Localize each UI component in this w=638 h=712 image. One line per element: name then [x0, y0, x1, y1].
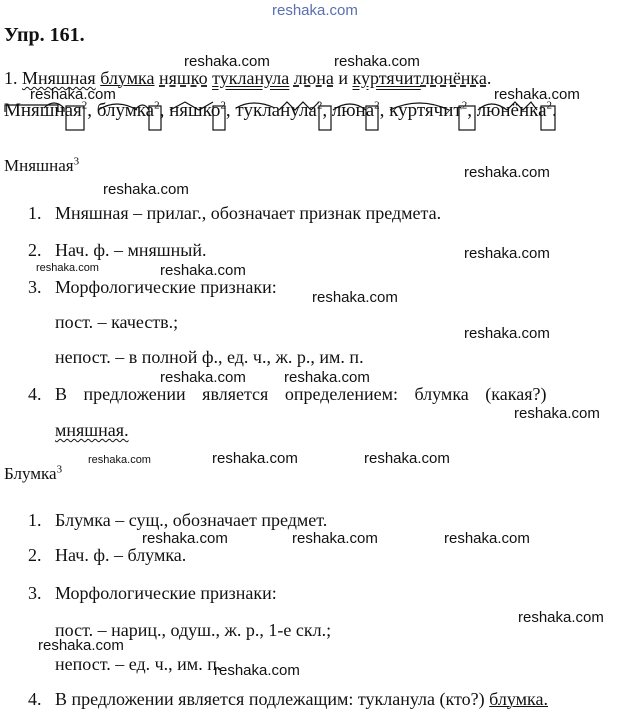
morpheme-marks-2	[97, 100, 163, 140]
section2-item-4: 4. В предложении является подлежащим: тукланула (кто?) блумка.	[28, 689, 548, 709]
section1-item-3b: непост. – в полной ф., ед. ч., ж. р., им. п.	[55, 347, 364, 367]
section2-item-3: 3. Морфологические признаки:	[28, 583, 277, 603]
section2-item-1: 1. Блумка – сущ., обозначает предмет.	[28, 510, 328, 530]
morpheme-word-4: тукланула$^2$	[235, 100, 322, 122]
word-mnyashnaya: Мняшная	[22, 68, 96, 88]
word-lyunyonka: люнёнка	[420, 68, 487, 88]
section2-item-3a: пост. – нариц., одуш., ж. р., 1-е скл.;	[55, 620, 332, 640]
morpheme-marks-4	[235, 100, 331, 140]
morpheme-word-2: блумка$^2$	[97, 100, 160, 122]
watermark: reshaka.com	[88, 454, 151, 466]
section1-heading: Мняшная$^3$	[4, 155, 80, 175]
section1-item-2: 2. Нач. ф. – мняшный.	[28, 240, 207, 260]
morpheme-marks-6	[389, 100, 481, 140]
morpheme-line: Мняшная$^2$, блумка$^2$, няшко$^2$, тукланула$^2$, люна$^2$, куртячит$^2$, люнёнка$^2$.	[4, 100, 557, 140]
watermark: reshaka.com	[212, 450, 298, 467]
watermark: reshaka.com	[38, 637, 124, 654]
section2-item-2: 2. Нач. ф. – блумка.	[28, 545, 187, 565]
watermark: reshaka.com	[103, 181, 189, 198]
section2-item-3b: непост. – ед. ч., им. п.	[55, 654, 222, 674]
watermark: reshaka.com	[444, 530, 530, 547]
watermark: reshaka.com	[312, 289, 398, 306]
word-i: и	[338, 68, 348, 88]
morpheme-word-5: люна$^2$	[332, 100, 380, 122]
watermark: reshaka.com	[160, 262, 246, 279]
watermark: reshaka.com	[514, 405, 600, 422]
watermark-top: reshaka.com	[272, 2, 358, 19]
watermark: reshaka.com	[30, 86, 116, 103]
word-kurtyachit: куртячит	[352, 68, 421, 88]
word-blumka: блумка	[100, 68, 155, 88]
morpheme-word-3: няшко$^2$	[169, 100, 226, 122]
morpheme-word-7: люнёнка$^2$	[477, 100, 552, 122]
section2-heading: Блумка$^3$	[4, 463, 63, 483]
morpheme-marks-1	[4, 100, 88, 140]
watermark: reshaka.com	[364, 450, 450, 467]
watermark: reshaka.com	[334, 53, 420, 70]
section1-item-1: 1. Мняшная – прилаг., обозначает признак предмета.	[28, 203, 442, 223]
word-tuklanula: тукланула	[212, 68, 290, 88]
watermark: reshaka.com	[36, 262, 99, 274]
watermark: reshaka.com	[142, 530, 228, 547]
watermark: reshaka.com	[494, 86, 580, 103]
section1-item-4: 4. В предложении является определением: блумка (какая?)	[28, 384, 547, 404]
word-lyuna: люна	[293, 68, 334, 88]
morpheme-marks-7	[477, 100, 559, 140]
watermark: reshaka.com	[184, 53, 270, 70]
morpheme-marks-5	[332, 100, 382, 140]
watermark: reshaka.com	[518, 609, 604, 626]
watermark: reshaka.com	[464, 245, 550, 262]
sentence-number: 1.	[4, 68, 18, 88]
word-nyashko: няшко	[159, 68, 208, 88]
section1-item-4-cont: мняшная.	[55, 420, 129, 440]
morpheme-word-1: Мняшная$^2$	[4, 100, 87, 122]
watermark: reshaka.com	[464, 164, 550, 181]
watermark: reshaka.com	[292, 530, 378, 547]
exercise-title: Упр. 161.	[4, 24, 85, 46]
sentence-period: .	[486, 68, 492, 88]
morpheme-marks-3	[169, 100, 229, 140]
section1-item-3a: пост. – качеств.;	[55, 312, 179, 332]
watermark: reshaka.com	[284, 369, 370, 386]
morpheme-word-6: куртячит$^2$	[389, 100, 467, 122]
watermark: reshaka.com	[160, 369, 246, 386]
section1-item-3: 3. Морфологические признаки:	[28, 277, 277, 297]
watermark: reshaka.com	[464, 325, 550, 342]
watermark: reshaka.com	[214, 662, 300, 679]
